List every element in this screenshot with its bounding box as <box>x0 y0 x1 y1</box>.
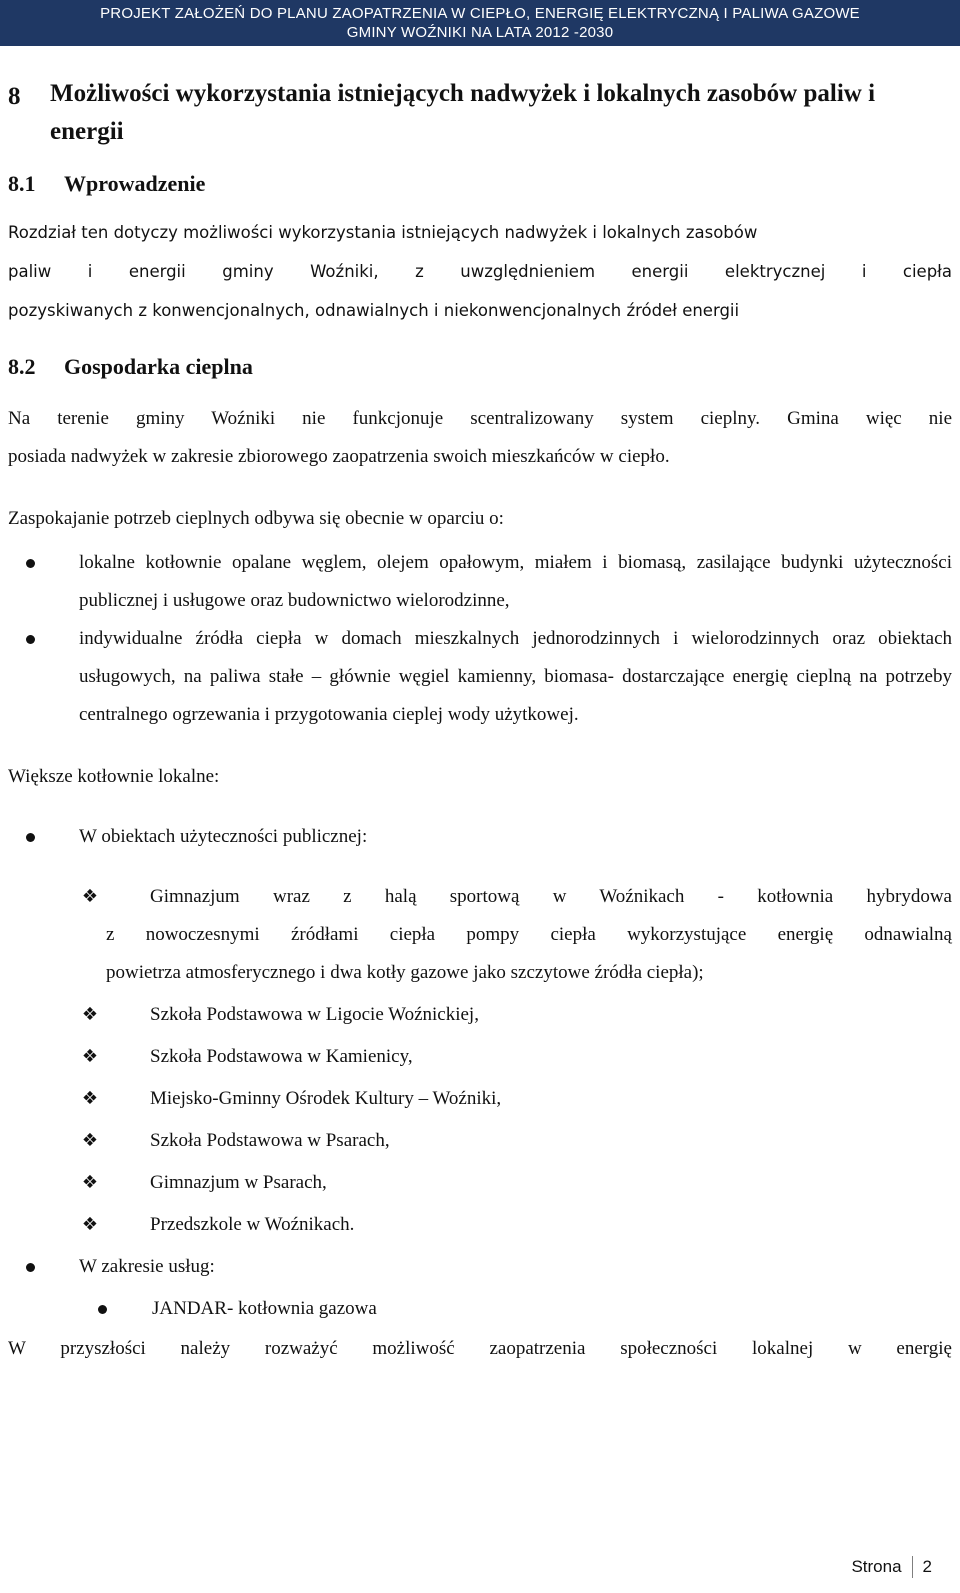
checkmark-icon: ❖ <box>81 1046 99 1067</box>
section-8-1-title: Wprowadzenie <box>64 171 206 196</box>
list-item <box>8 1080 952 1118</box>
heat-sources-list <box>8 544 952 734</box>
list-item <box>8 996 952 1034</box>
checkmark-icon: ❖ <box>81 1088 99 1109</box>
larger-boilers-label: Większe kotłownie lokalne: <box>8 766 220 787</box>
paragraph-line: Rozdział ten dotyczy możliwości wykorzystania istniejących nadwyżek i lokalnych zasobów <box>8 223 758 242</box>
section-8-2-paragraph-2: Zaspokajanie potrzeb cieplnych odbywa się obecnie w oparciu o: <box>8 508 504 529</box>
list-item-text: W obiektach użyteczności publicznej: <box>79 826 368 847</box>
list-item-text: Gimnazjum wraz z halą sportową w Woźnikach - kotłownia hybrydowa <box>150 886 952 907</box>
list-item-text: Szkoła Podstawowa w Kamienicy, <box>150 1046 413 1067</box>
paragraph-line: pozyskiwanych z konwencjonalnych, odnawialnych i niekonwencjonalnych źródeł energii <box>8 301 740 320</box>
section-8-1-number: 8.1 <box>8 171 36 196</box>
bullet-icon <box>26 1263 35 1272</box>
list-item <box>8 1164 952 1202</box>
header-line-2: GMINY WOŹNIKI NA LATA 2012 -2030 <box>346 24 614 41</box>
section-8-2-number: 8.2 <box>8 354 36 379</box>
list-item-text: lokalne kotłownie opalane węglem, olejem opałowym, miałem i biomasą, zasilające budynki użyteczności publicznej i usługowe oraz budownictwo wielorodzinne, <box>79 552 952 611</box>
section-8-title: Możliwości wykorzystania istniejących nadwyżek i lokalnych zasobów paliw i energii <box>50 80 876 145</box>
checkmark-icon: ❖ <box>81 1004 99 1025</box>
footer-page-number: 2 <box>922 1557 932 1576</box>
list-item-text: JANDAR- kotłownia gazowa <box>152 1298 377 1319</box>
list-item <box>8 878 952 916</box>
paragraph-line: paliw i energii gminy Woźniki, z uwzględnieniem energii elektrycznej i ciepła <box>8 262 952 281</box>
list-item <box>8 1206 952 1244</box>
checkmark-icon: ❖ <box>81 1214 99 1235</box>
public-buildings-list <box>8 878 952 1244</box>
closing-line: W przyszłości należy rozważyć możliwość zaopatrzenia społeczności lokalnej w energię <box>8 1338 952 1359</box>
list-item <box>8 818 952 856</box>
list-item <box>8 1248 952 1286</box>
section-8-1-heading <box>8 169 952 199</box>
section-8-2-title: Gospodarka cieplna <box>64 354 253 379</box>
list-item-text: powietrza atmosferycznego i dwa kotły gazowe jako szczytowe źródła ciepła); <box>106 962 704 983</box>
section-8-number: 8 <box>8 83 21 110</box>
section-8-2-heading <box>8 352 952 382</box>
list-item <box>8 1038 952 1076</box>
document-body <box>8 75 952 1368</box>
page-footer <box>851 1556 932 1578</box>
footer-separator <box>912 1556 913 1578</box>
list-item-continuation <box>8 916 952 992</box>
checkmark-icon: ❖ <box>81 886 99 907</box>
section-8-2-paragraph-1 <box>8 400 952 476</box>
list-item-text: z nowoczesnymi źródłami ciepła pompy ciepła wykorzystujące energię odnawialną <box>106 924 952 945</box>
checkmark-icon: ❖ <box>81 1130 99 1151</box>
list-item <box>8 544 952 620</box>
list-item <box>8 620 952 734</box>
footer-page-label: Strona <box>851 1557 902 1576</box>
list-item-text: Przedszkole w Woźnikach. <box>150 1214 355 1235</box>
bullet-icon <box>98 1305 107 1314</box>
list-item-text: Gimnazjum w Psarach, <box>150 1172 327 1193</box>
list-item-text: Miejsko-Gminny Ośrodek Kultury – Woźniki, <box>150 1088 502 1109</box>
paragraph-line: Na terenie gminy Woźniki nie funkcjonuje scentralizowany system cieplny. Gmina więc nie <box>8 408 952 429</box>
header-line-1: PROJEKT ZAŁOŻEŃ DO PLANU ZAOPATRZENIA W CIEPŁO, ENERGIĘ ELEKTRYCZNĄ I PALIWA GAZOWE <box>100 5 860 22</box>
list-item-text: Szkoła Podstawowa w Ligocie Woźnickiej, <box>150 1004 479 1025</box>
page-header <box>0 0 960 46</box>
list-item-text: W zakresie usług: <box>79 1256 215 1277</box>
bullet-icon <box>26 635 35 644</box>
bullet-icon <box>26 833 35 842</box>
checkmark-icon: ❖ <box>81 1172 99 1193</box>
bullet-icon <box>26 559 35 568</box>
list-item <box>8 1290 952 1328</box>
list-item <box>8 1122 952 1160</box>
section-8-1-paragraph <box>8 213 952 330</box>
paragraph-line: posiada nadwyżek w zakresie zbiorowego zaopatrzenia swoich mieszkańców w ciepło. <box>8 446 670 467</box>
list-item-text: Szkoła Podstawowa w Psarach, <box>150 1130 390 1151</box>
section-8-heading <box>8 75 952 151</box>
list-item-text: indywidualne źródła ciepła w domach mieszkalnych jednorodzinnych i wielorodzinnych oraz obiektach usługowych, na paliwa stałe – głównie węgiel kamienny, biomasa- dostarczające energię cieplną na potrzeby centralnego ogrzewania i przygotowania cieplej wody użytkowej. <box>79 628 952 725</box>
